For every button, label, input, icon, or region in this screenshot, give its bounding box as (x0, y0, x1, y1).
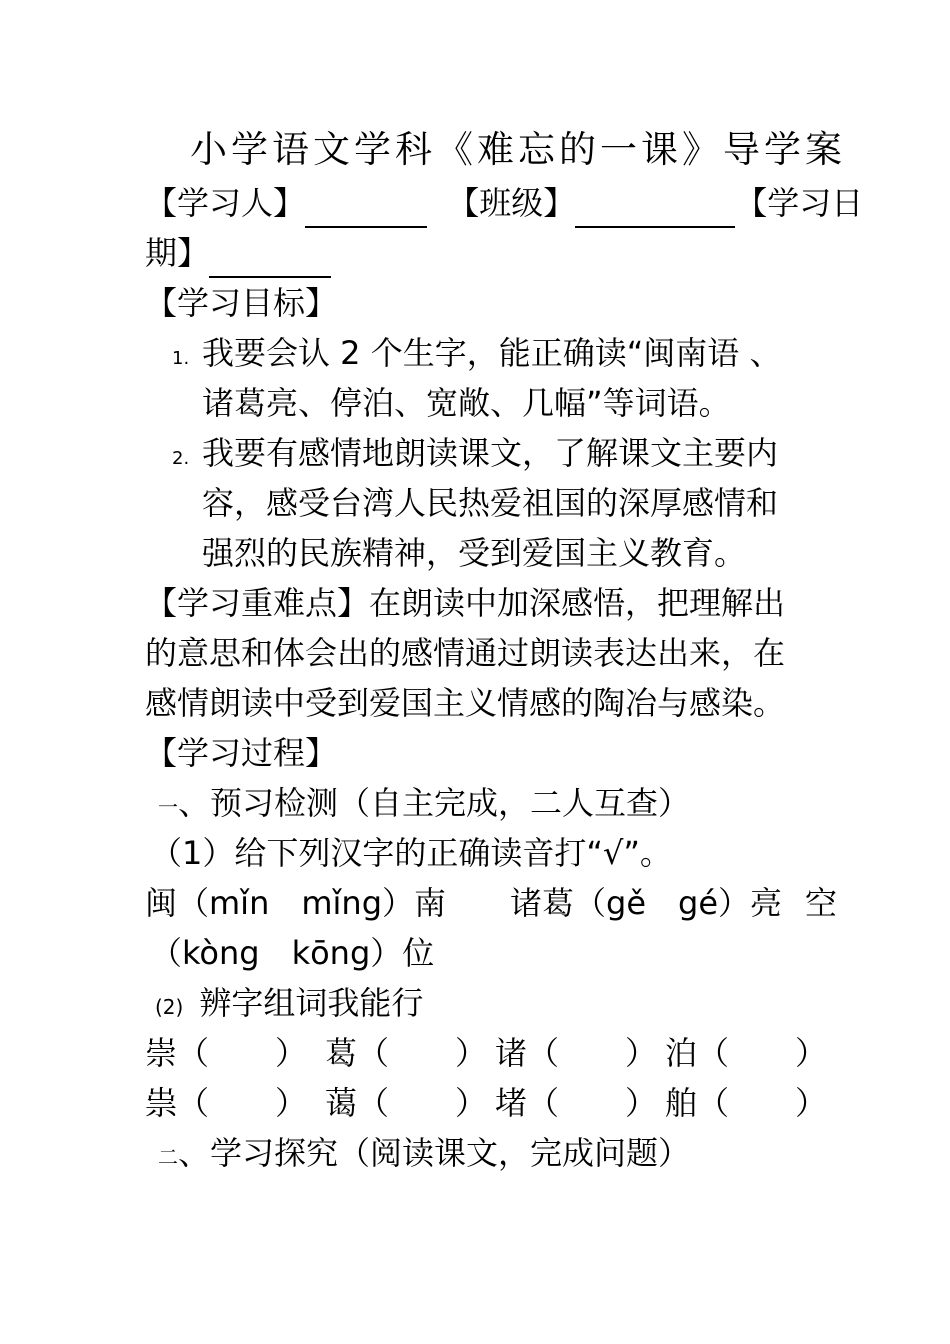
objective-1-number: 1. (172, 348, 190, 369)
header-line-2 (145, 228, 331, 278)
section-1-heading: 一、预习检测（自主完成，二人互查） (158, 784, 691, 822)
objective-2-line-2: 容，感受台湾人民热爱祖国的深厚感情和 (202, 484, 779, 522)
pinyin-item-1: 闽（mǐn mǐng）南 (145, 884, 447, 922)
question-1: （1）给下列汉字的正确读音打“√”。 (150, 834, 672, 872)
word-row-2 (145, 1078, 835, 1128)
section-2-marker: 二 (158, 1145, 178, 1169)
pinyin-item-2: 诸葛（gě gé）亮 (510, 884, 783, 922)
process-heading: 【学习过程】 (145, 734, 338, 772)
word-cell-open: 泊（ (665, 1034, 730, 1072)
word-cell-close: ） (275, 1084, 308, 1122)
objective-1-line-2: 诸葛亮、停泊、宽敞、几幅”等词语。 (202, 384, 731, 422)
question-2-number: (2) (155, 995, 184, 1019)
word-cell-open: 堵（ (495, 1084, 560, 1122)
section-1-marker: 一 (158, 795, 178, 819)
word-cell-open: 舶（ (665, 1084, 730, 1122)
word-cell-close: ） (795, 1084, 828, 1122)
objective-2-number: 2. (172, 448, 190, 469)
key-points-line-3: 感情朗读中受到爱国主义情感的陶冶与感染。 (145, 684, 786, 722)
objective-2-line-1: 2. 我要有感情地朗读课文，了解课文主要内 (172, 428, 778, 484)
word-cell-open: 崇（ (145, 1034, 210, 1072)
question-2: (2) 辨字组词我能行 (155, 984, 424, 1022)
key-points-line-1: 【学习重难点】在朗读中加深感悟，把理解出 (145, 584, 786, 622)
pinyin-item-3-end: （kòng kōng）位 (150, 934, 435, 972)
class-blank[interactable] (575, 192, 735, 228)
key-points-line-2: 的意思和体会出的感情通过朗读表达出来，在 (145, 634, 786, 672)
learner-label: 【学习人】 (145, 184, 306, 222)
objectives-heading: 【学习目标】 (145, 284, 338, 322)
class-label: 【班级】 (447, 184, 576, 222)
objective-2-line-3: 强烈的民族精神，受到爱国主义教育。 (202, 534, 747, 572)
section-2-heading: 二、学习探究（阅读课文，完成问题） (158, 1134, 691, 1172)
date-label: 【学习日 (735, 184, 864, 222)
word-cell-close: ） (625, 1084, 658, 1122)
learner-blank[interactable] (305, 192, 427, 228)
word-cell-close: ） (275, 1034, 308, 1072)
word-cell-open: 诸（ (495, 1034, 560, 1072)
word-cell-open: 蔼（ (325, 1084, 390, 1122)
word-cell-close: ） (795, 1034, 828, 1072)
header-line-1 (145, 178, 863, 228)
word-cell-close: ） (455, 1034, 488, 1072)
word-cell-close: ） (625, 1034, 658, 1072)
objective-1-line-1: 1. 我要会认 2 个生字，能正确读“闽南语 、 (172, 328, 781, 384)
word-cell-close: ） (455, 1084, 488, 1122)
word-cell-open: 祟（ (145, 1084, 210, 1122)
document-title: 小学语文学科《难忘的一课》导学案 (190, 128, 846, 171)
word-cell-open: 葛（ (325, 1034, 390, 1072)
word-row-1 (145, 1028, 835, 1078)
date-blank[interactable] (209, 242, 331, 278)
pinyin-item-3-start: 空 (805, 884, 838, 922)
date-label-continued: 期】 (145, 234, 210, 272)
